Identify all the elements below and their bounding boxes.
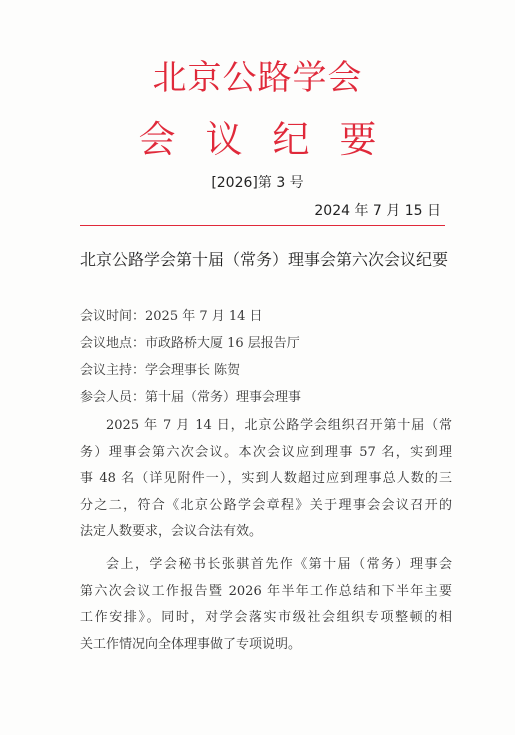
meeting-attendees: 参会人员：第十届（常务）理事会理事 — [80, 390, 302, 405]
masthead-org-title: 北京公路学会 — [152, 58, 363, 98]
red-divider-line — [80, 225, 445, 226]
meeting-host: 会议主持：学会理事长 陈贺 — [80, 363, 241, 378]
meeting-place: 会议地点：市政路桥大厦 16 层报告厅 — [80, 336, 300, 351]
paragraph-line: 关工作情况向全体理事做了专项说明。 — [80, 636, 302, 652]
paragraph-line: 2025 年 7 月 14 日，北京公路学会组织召开第十届（常 — [106, 418, 452, 433]
meeting-time: 会议时间：2025 年 7 月 14 日 — [80, 309, 263, 324]
meeting-minutes-title: 北京公路学会第十届（常务）理事会第六次会议纪要 — [80, 250, 449, 269]
issue-date: 2024 年 7 月 15 日 — [314, 203, 441, 219]
body-paragraph-1 — [80, 413, 452, 546]
paragraph-line: 会上，学会秘书长张骐首先作《第十届（常务）理事会 — [106, 557, 452, 572]
paragraph-line: 法定人数要求，会议合法有效。 — [80, 524, 263, 539]
paragraph-line: 分之二，符合《北京公路学会章程》关于理事会会议召开的 — [80, 497, 452, 513]
masthead-doc-type: 会议纪要 — [138, 118, 407, 161]
body-paragraph-2 — [80, 552, 452, 658]
paragraph-line: 工作安排》。同时，对学会落实市级社会组织专项整顿的相 — [80, 610, 452, 625]
document-number: [2026]第 3 号 — [211, 175, 304, 191]
paragraph-line: 第六次会议工作报告暨 2026 年半年工作总结和下半年主要 — [80, 583, 452, 599]
paragraph-line: 事 48 名（详见附件一），实到人数超过应到理事总人数的三 — [80, 471, 452, 486]
paragraph-line: 务）理事会第六次会议。本次会议应到理事 57 名，实到理 — [80, 444, 452, 460]
